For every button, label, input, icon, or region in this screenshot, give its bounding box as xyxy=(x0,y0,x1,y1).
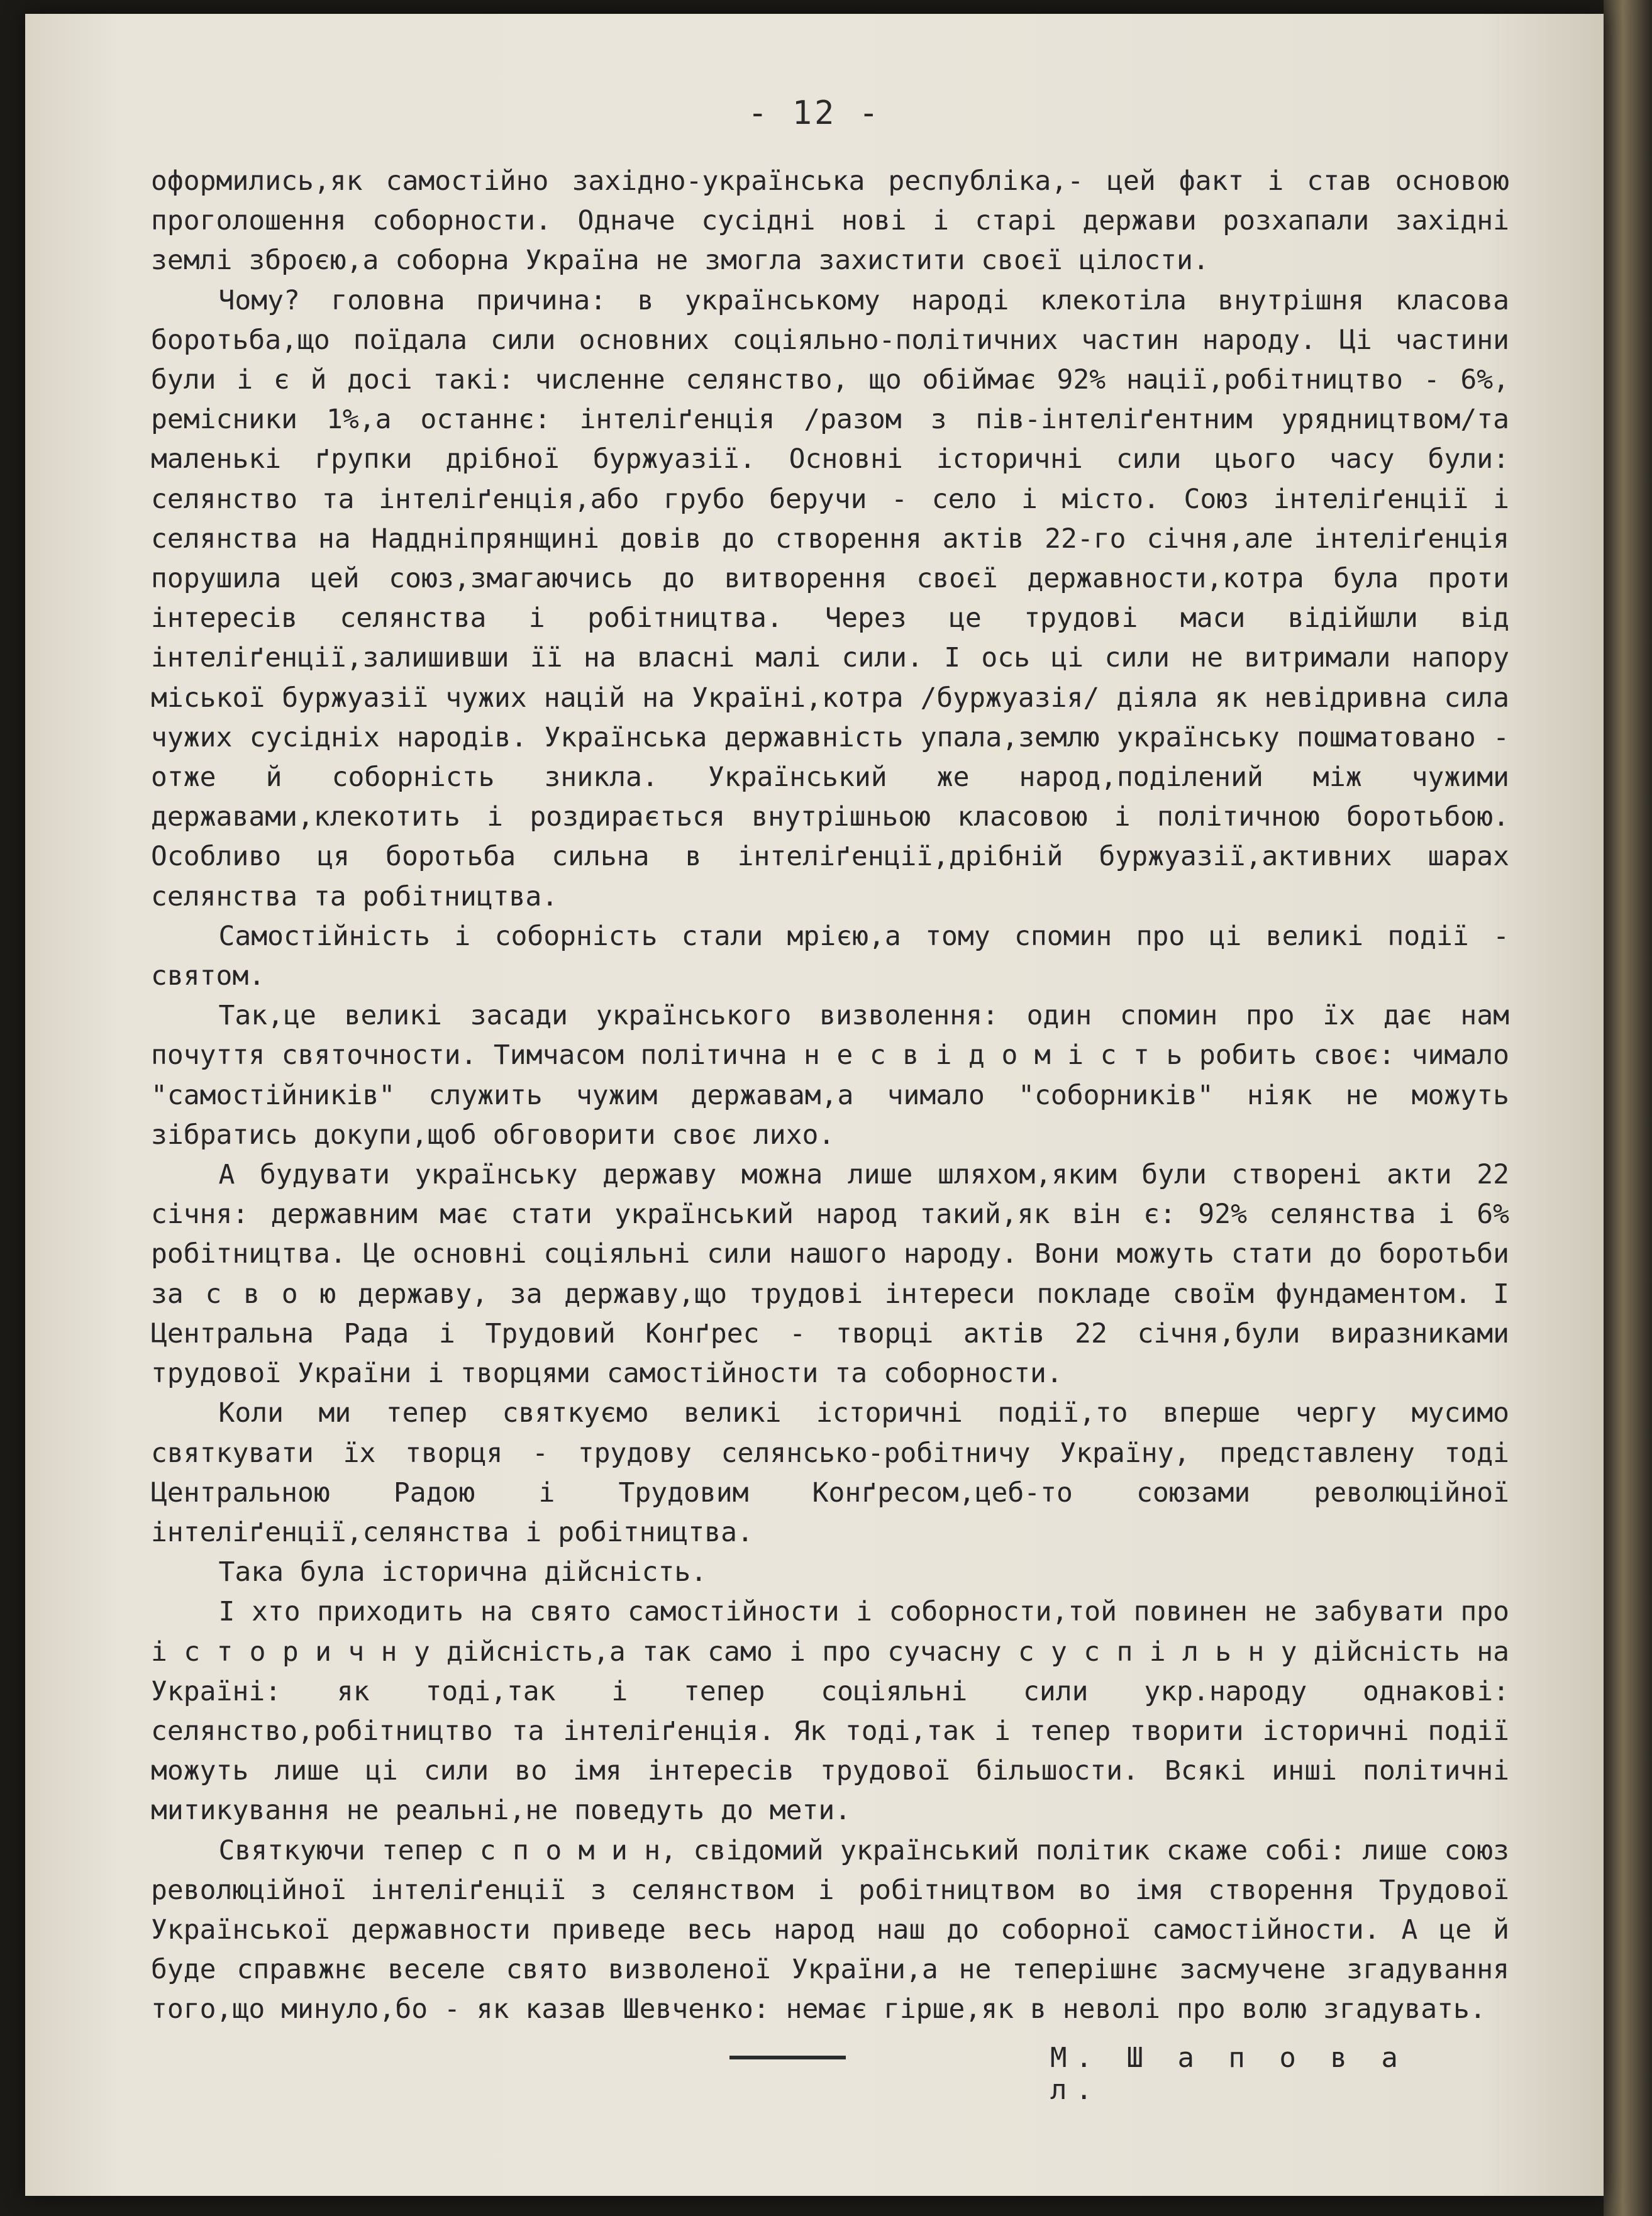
paragraph-1: оформились,як самостійно західно-українська республіка,- цей факт і став основою проголошення соборности. Одначе сусідні нові і старі держави розхапали західні землі зброєю,а соборна Україна не змогла захистити своєї цілости. xyxy=(151,165,1509,277)
paragraph-6: Коли ми тепер святкуємо великі історичні події,то вперше чергу мусимо святкувати їх творця - трудову селянсько-робітничу Україну, представлену тоді Центральною Радою і Трудовим Конґресом,цеб-то союзами революційної інтеліґенції,селянства і робітництва. xyxy=(151,1397,1509,1548)
document-page xyxy=(25,14,1604,2196)
paragraph-2: Чому? головна причина: в українському народі клекотіла внутрішня класова боротьба,що поїдала сили основних соціяльно-політичних частин народу. Ці частини були і є й досі такі: численне селянство, що обіймає 92% нації,робітництво - 6%, ремісники 1%,а останнє: інтеліґенція /разом з пів-інтеліґентним урядництвом/та маленькі ґрупки дрібної буржуазії. Основні історичні сили цього часу були: селянство та інтеліґенція,або грубо беручи - село і місто. Союз інтеліґенції і селянства на Наддніпрянщині довів до створення актів 22-го січня,але інтеліґенція порушила цей союз,змагаючись до витворення своєї державности,котра була проти інтересів селянства і робітництва. Через це трудові маси відійшли від інтеліґенції,залишивши її на власні малі сили. І ось ці сили не витримали напору міської буржуазії чужих націй на Україні,котра /буржуазія/ діяла як невідривна сила чужих сусідніх народів. Українська державність упала,землю українську пошматовано - отже й соборність зникла. Український же народ,поділений між чужими державами,клекотить і роздирається внутрішньою класовою і політичною боротьбою. Особливо ця боротьба сильна в інтеліґенції,дрібній буржуазії,активних шарах селянства та робітництва. xyxy=(151,284,1509,912)
divider-rule xyxy=(729,2056,846,2059)
paragraph-3: Самостійність і соборність стали мрією,а тому спомин про ці великі події - святом. xyxy=(151,920,1509,992)
author-signature: М. Ш а п о в а л. xyxy=(1050,2042,1407,2106)
page-number: - 12 - xyxy=(748,94,881,132)
paragraph-4: Так,це великі засади українського визволення: один спомин про їх дає нам почуття святочности. Тимчасом політична н е с в і д о м і с т ь робить своє: чимало "самостійників" служить чужим державам,а чимало "соборників" ніяк не можуть зібратись докупи,щоб обговорити своє лихо. xyxy=(151,1000,1509,1151)
paragraph-9: Святкуючи тепер с п о м и н, свідомий український політик скаже собі: лише союз революційної інтеліґенції з селянством і робітництвом во імя створення Трудової Української державности приведе весь народ наш до соборної самостійности. А це й буде справжнє веселе свято визволеної України,а не теперішнє засмучене згадування того,що минуло,бо - як казав Шевченко: немає гірше,як в неволі про волю згадувать. xyxy=(151,1834,1509,2025)
book-spine-edge xyxy=(1604,0,1652,2216)
paragraph-8: І хто приходить на свято самостійности і соборности,той повинен не забувати про і с т о р и ч н у дійсність,а так само і про сучасну с у с п і л ь н у дійсність на Україні: як тоді,так і тепер соціяльні сили укр.народу однакові: селянство,робітництво та інтеліґенція. Як тоді,так і тепер творити історичні події можуть лише ці сили во імя інтересів трудової більшости. Всякі инші політичні митикування не реальні,не поведуть до мети. xyxy=(151,1596,1509,1827)
paragraph-5: А будувати українську державу можна лише шляхом,яким були створені акти 22 січня: державним має стати український народ такий,як він є: 92% селянства і 6% робітництва. Це основні соціяльні сили нашого народу. Вони можуть стати до боротьби за с в о ю державу, за державу,що трудові інтереси покладе своїм фундаментом. І Центральна Рада і Трудовий Конґрес - творці актів 22 січня,були виразниками трудової України і творцями самостійности та соборности. xyxy=(151,1159,1509,1390)
signature-row xyxy=(729,2042,1421,2106)
article-body xyxy=(151,162,1509,2030)
paragraph-7: Така була історична дійсність. xyxy=(218,1556,707,1588)
